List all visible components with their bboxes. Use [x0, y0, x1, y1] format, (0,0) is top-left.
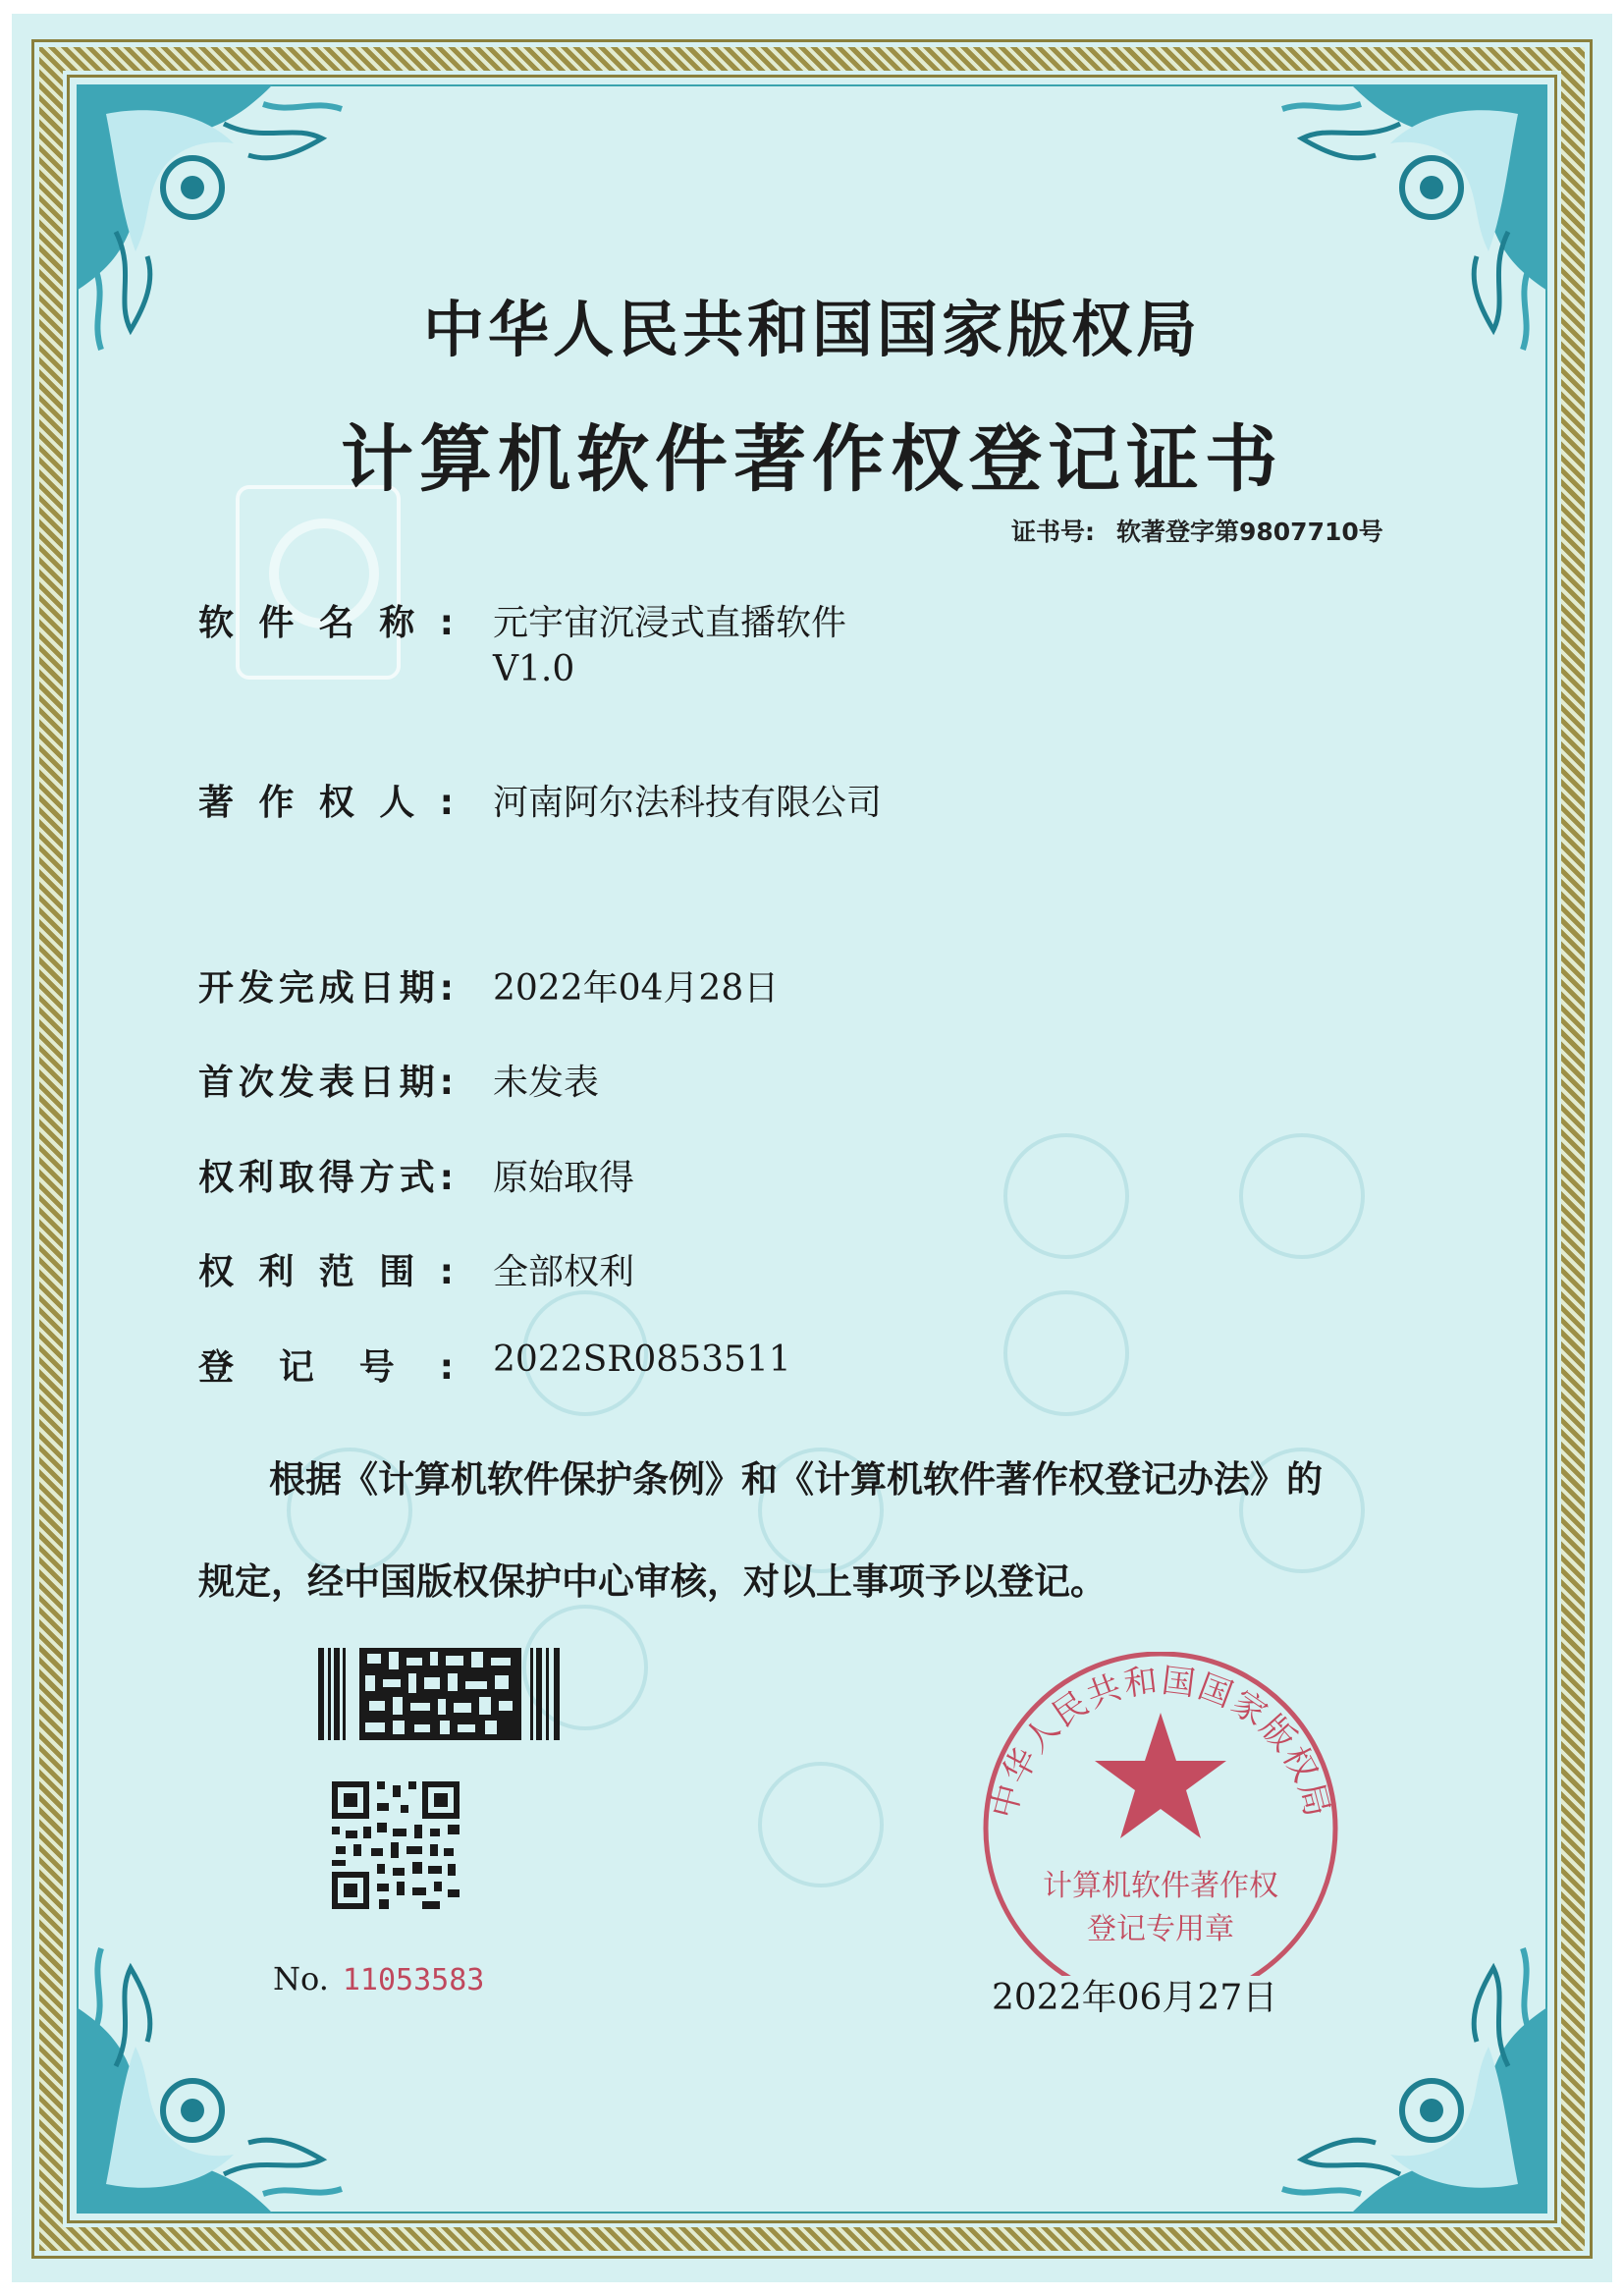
- background-pattern: [1239, 1133, 1365, 1259]
- certificate-number: [1011, 513, 1383, 548]
- statement-line-1: 根据《计算机软件保护条例》和《计算机软件著作权登记办法》的: [269, 1458, 1323, 1501]
- qr-code-icon: [332, 1781, 460, 1909]
- issue-date: 2022年06月27日: [992, 1978, 1278, 2018]
- seal-star-icon: [1095, 1713, 1226, 1838]
- serial-label: No.: [273, 1960, 329, 1997]
- serial-value: 11053583: [342, 1963, 485, 1997]
- background-pattern: [1003, 1133, 1129, 1259]
- field-label: 登记号:: [198, 1347, 454, 1388]
- field-label: 软件名称:: [198, 603, 454, 643]
- field-label: 开发完成日期:: [198, 968, 454, 1009]
- field-value: 河南阿尔法科技有限公司: [493, 783, 883, 823]
- barcode-icon: [318, 1648, 564, 1740]
- field-value: 2022SR0853511: [493, 1339, 791, 1380]
- field-label: 著作权人:: [198, 783, 454, 823]
- background-pattern: [758, 1762, 884, 1887]
- certificate-number-label: 证书号:: [1011, 518, 1095, 546]
- certificate-number-value: 软著登字第9807710号: [1116, 518, 1383, 546]
- certificate: [12, 14, 1612, 2282]
- field-label: 权利取得方式:: [198, 1158, 454, 1198]
- certificate-title: 计算机软件著作权登记证书: [341, 417, 1283, 502]
- field-value: 原始取得: [493, 1158, 635, 1198]
- official-seal: [969, 1652, 1352, 1976]
- copyright-watermark-icon: [236, 485, 401, 680]
- field-value: 未发表: [493, 1063, 600, 1103]
- field-value: 全部权利: [493, 1252, 635, 1292]
- background-pattern: [1003, 1290, 1129, 1416]
- seal-ring-text: 中华人民共和国国家版权局: [984, 1661, 1337, 1823]
- seal-center-line2: 登记专用章: [1087, 1912, 1234, 1946]
- field-value: 2022年04月28日: [493, 968, 780, 1009]
- seal-center-line1: 计算机软件著作权: [1043, 1869, 1278, 1903]
- serial-number: [273, 1960, 484, 1997]
- field-value-line2: V1.0: [493, 649, 575, 689]
- field-value: 元宇宙沉浸式直播软件: [493, 603, 847, 643]
- authority-heading: 中华人民共和国国家版权局: [422, 294, 1201, 365]
- statement-line-2: 规定，经中国版权保护中心审核，对以上事项予以登记。: [198, 1560, 1107, 1603]
- field-label: 首次发表日期:: [198, 1063, 454, 1103]
- field-label: 权利范围:: [198, 1252, 454, 1292]
